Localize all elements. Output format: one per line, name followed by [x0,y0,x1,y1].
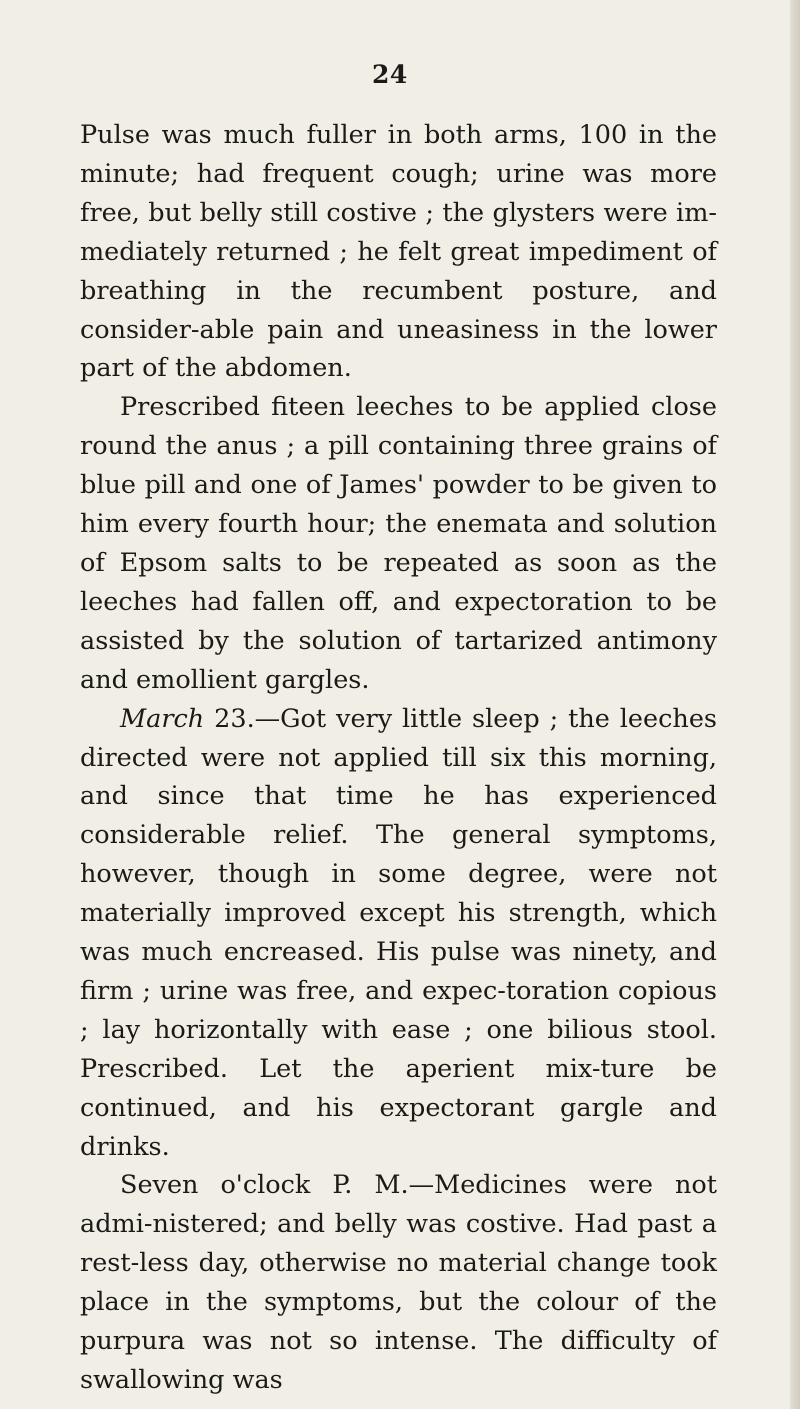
page-body [80,116,717,1400]
paragraph-1: Pulse was much fuller in both arms, 100 in the minute; had frequent cough; urine was more free, but belly still costive ; the glysters were im-mediately returned ; he felt great impediment of breathing in the recumbent posture, and consider-able pain and uneasiness in the lower part of the abdomen. [80,120,717,384]
paragraph-3-text: 23.—Got very little sleep ; the leeches directed were not applied till six this morning, and since that time he has experienced considerable relief. The general symptoms, however, though in some degree, were not materially improved except his strength, which was much encreased. His pulse was ninety, and firm ; urine was free, and expec-toration copious ; lay horizontally with ease ; one bilious stool. Prescribed. Let the aperient mix-ture be continued, and his expectorant gargle and drinks. [80,703,717,1162]
date-lead: March [120,703,205,734]
page-number: 24 [372,60,408,89]
paragraph-3 [80,700,717,1167]
page-edge [790,0,800,1409]
paragraph-2: Prescribed fiteen leeches to be applied close round the anus ; a pill containing three grains of blue pill and one of James' powder to be given to him every fourth hour; the enemata and solution of Epsom salts to be repeated as soon as the leeches had fallen off, and expectoration to be assisted by the solution of tartarized antimony and emollient gargles. [80,392,717,695]
paragraph-4: Seven o'clock P. M.—Medicines were not admi-nistered; and belly was costive. Had past a rest-less day, otherwise no material change took place in the symptoms, but the colour of the purpura was not so intense. The difficulty of swallowing was [80,1170,717,1395]
